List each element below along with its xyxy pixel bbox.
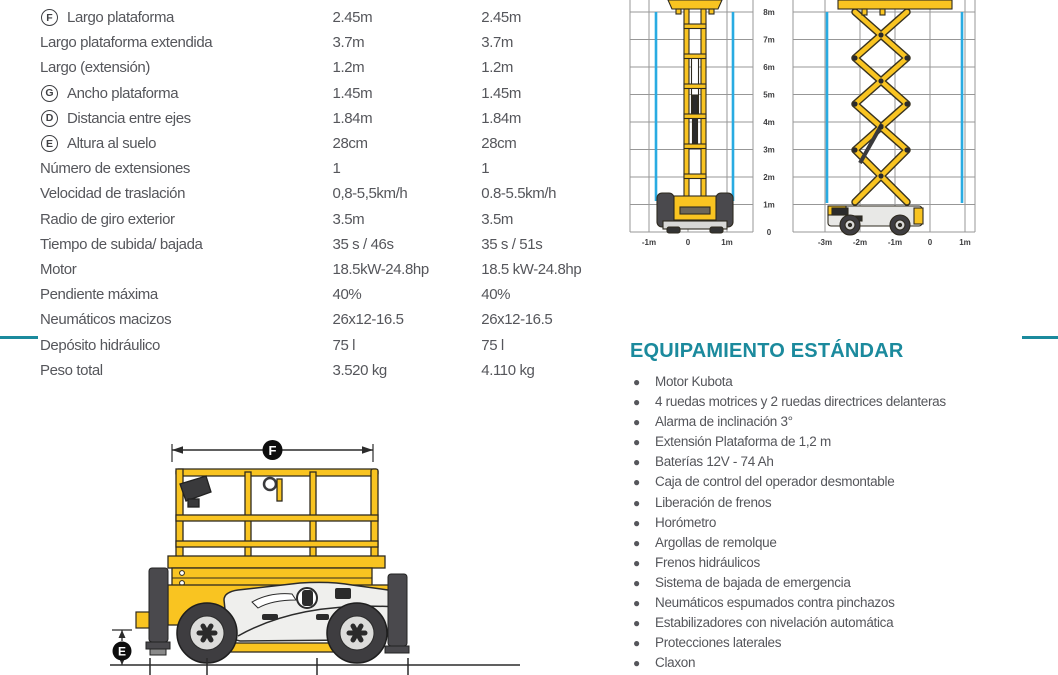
equipment-list	[630, 372, 1050, 673]
equipment-item	[630, 573, 1050, 593]
spec-row	[40, 181, 630, 206]
bullet-icon: ●	[633, 656, 640, 671]
spec-table	[40, 5, 630, 383]
dimension-e-letter: E	[117, 644, 127, 659]
spec-row	[40, 156, 630, 181]
spec-value-1: 1	[332, 160, 341, 178]
svg-text:1m: 1m	[721, 238, 733, 247]
dimension-e	[112, 630, 132, 665]
spec-value-2: 1	[481, 160, 490, 178]
bullet-icon: ●	[633, 475, 640, 490]
bullet-icon: ●	[633, 415, 640, 430]
bullet-icon: ●	[633, 455, 640, 470]
spec-row	[40, 358, 630, 383]
spec-value-1: 26x12-16.5	[332, 311, 404, 329]
spec-label: Ancho plataforma	[67, 84, 179, 102]
bullet-icon: ●	[633, 495, 640, 510]
spec-label: Altura al suelo	[67, 135, 157, 153]
svg-text:5m: 5m	[763, 90, 775, 100]
equipment-item	[630, 493, 1050, 513]
spec-value-2: 1.84m	[481, 109, 521, 127]
spec-value-2: 26x12-16.5	[481, 311, 553, 329]
spec-row	[40, 207, 630, 232]
spec-label: Largo plataforma extendida	[40, 34, 213, 52]
spec-row	[40, 307, 630, 332]
equipment-item	[630, 633, 1050, 653]
spec-row	[40, 5, 630, 30]
svg-text:2m: 2m	[763, 173, 775, 182]
equipment-item-label: Neumáticos espumados contra pinchazos	[655, 595, 895, 611]
bullet-icon: ●	[633, 515, 640, 530]
spec-value-2: 40%	[481, 286, 511, 304]
equipment-item	[630, 533, 1050, 553]
equipment-item-label: Argollas de remolque	[655, 534, 777, 550]
equipment-item-label: Protecciones laterales	[655, 635, 782, 651]
svg-text:-3m: -3m	[817, 238, 833, 247]
spec-value-2: 0.8-5.5km/h	[481, 185, 557, 203]
dimension-letter-badge: F	[41, 9, 58, 26]
spec-value-1: 1.84m	[332, 109, 373, 127]
bullet-icon: ●	[633, 596, 640, 611]
spec-value-2: 2.45m	[481, 9, 521, 27]
equipment-item-label: 4 ruedas motrices y 2 ruedas directrices delanteras	[655, 394, 946, 410]
svg-text:1m: 1m	[959, 238, 971, 247]
spec-value-2: 1.45m	[481, 84, 521, 102]
spec-value-1: 3.520 kg	[332, 361, 387, 379]
svg-text:-2m: -2m	[852, 238, 868, 247]
equipment-item	[630, 432, 1050, 452]
bullet-icon: ●	[633, 435, 640, 450]
spec-row	[40, 332, 630, 357]
svg-text:7m: 7m	[763, 35, 775, 45]
spec-row	[40, 282, 630, 307]
svg-text:0: 0	[766, 228, 772, 237]
dimension-f	[172, 440, 373, 462]
equipment-item-label: Motor Kubota	[655, 374, 733, 389]
equipment-item	[630, 472, 1050, 492]
equipment-item	[630, 553, 1050, 573]
svg-text:6m: 6m	[763, 63, 775, 72]
equipment-item-label: Alarma de inclinación 3°	[655, 414, 793, 430]
spec-label: Velocidad de traslación	[40, 185, 186, 203]
spec-value-1: 1.45m	[332, 84, 373, 102]
svg-text:-1m: -1m	[641, 238, 657, 247]
equipment-item	[630, 653, 1050, 673]
spec-value-2: 4.110 kg	[481, 361, 535, 379]
bullet-icon: ●	[633, 575, 640, 590]
equipment-section	[630, 340, 1050, 673]
equipment-item-label: Baterías 12V - 74 Ah	[655, 454, 774, 470]
spec-value-2: 1.2m	[481, 59, 513, 77]
spec-value-2: 28cm	[481, 135, 517, 153]
side-view-x-labels	[818, 238, 971, 247]
spec-row	[40, 55, 630, 80]
svg-text:1m: 1m	[763, 200, 775, 210]
spec-row	[40, 232, 630, 257]
spec-value-1: 3.7m	[332, 34, 365, 52]
equipment-item-label: Claxon	[655, 655, 696, 671]
working-envelope-diagrams	[620, 0, 1058, 252]
spec-value-1: 2.45m	[332, 9, 373, 27]
spec-row	[40, 106, 630, 131]
spec-label: Largo plataforma	[67, 9, 175, 27]
spec-label: Largo (extensión)	[40, 59, 150, 77]
equipment-title: EQUIPAMIENTO ESTÁNDAR	[630, 340, 904, 362]
spec-row	[40, 81, 630, 106]
spec-value-2: 18.5 kW-24.8hp	[481, 260, 582, 278]
equipment-item-label: Extensión Plataforma de 1,2 m	[655, 434, 831, 450]
equipment-item-label: Horómetro	[655, 514, 717, 530]
dimension-letter-badge: G	[41, 85, 58, 102]
spec-label: Depósito hidráulico	[40, 336, 160, 354]
dimension-letter-badge: D	[41, 110, 58, 127]
equipment-item-label: Sistema de bajada de emergencia	[655, 574, 851, 590]
spec-value-2: 75 l	[481, 336, 504, 354]
equipment-item	[630, 372, 1050, 392]
spec-value-1: 0,8-5,5km/h	[332, 185, 408, 203]
spec-row	[40, 257, 630, 282]
spec-value-1: 3.5m	[332, 210, 365, 228]
platform-guardrails	[168, 469, 385, 568]
spec-value-1: 18.5kW-24.8hp	[332, 260, 429, 278]
svg-text:8m: 8m	[763, 8, 775, 17]
bullet-icon: ●	[633, 375, 640, 389]
spec-label: Radio de giro exterior	[40, 210, 175, 228]
spec-value-1: 1.2m	[332, 59, 365, 77]
equipment-item	[630, 412, 1050, 432]
svg-text:4m: 4m	[763, 118, 775, 127]
accent-rule-left	[0, 336, 38, 339]
equipment-item-label: Estabilizadores con nivelación automática	[655, 615, 894, 631]
svg-text:-1m: -1m	[887, 238, 903, 247]
equipment-item-label: Frenos hidráulicos	[655, 554, 760, 570]
spec-value-1: 28cm	[332, 135, 368, 153]
front-view-machine	[657, 0, 733, 233]
spec-row	[40, 131, 630, 156]
spec-label: Motor	[40, 260, 77, 278]
spec-value-1: 40%	[332, 286, 362, 304]
spec-value-1: 35 s / 46s	[332, 235, 394, 253]
svg-text:0: 0	[685, 238, 691, 247]
spec-value-1: 75 l	[332, 336, 356, 354]
svg-text:3m: 3m	[763, 145, 775, 155]
equipment-item	[630, 613, 1050, 633]
spec-value-2: 3.5m	[481, 210, 513, 228]
side-view-machine	[828, 0, 952, 235]
accent-rule-right	[1022, 336, 1058, 339]
spec-label: Pendiente máxima	[40, 286, 158, 304]
ground-dimension-lines	[110, 658, 520, 675]
spec-label: Tiempo de subida/ bajada	[40, 235, 203, 253]
spec-label: Neumáticos macizos	[40, 311, 172, 329]
spec-label: Peso total	[40, 361, 103, 379]
spec-value-2: 35 s / 51s	[481, 235, 543, 253]
dimension-f-letter: F	[268, 442, 277, 458]
spec-label: Distancia entre ejes	[67, 109, 191, 127]
front-view-x-labels	[642, 238, 733, 247]
equipment-item	[630, 513, 1050, 533]
equipment-item	[630, 452, 1050, 472]
equipment-item	[630, 593, 1050, 613]
bullet-icon: ●	[633, 616, 640, 631]
bullet-icon: ●	[633, 395, 640, 410]
dimension-letter-badge: E	[41, 135, 58, 152]
spec-row	[40, 30, 630, 55]
bullet-icon: ●	[633, 636, 640, 651]
bullet-icon: ●	[633, 555, 640, 570]
spec-value-2: 3.7m	[481, 34, 513, 52]
equipment-item	[630, 392, 1050, 412]
y-axis-labels	[763, 8, 775, 237]
machine-drawing	[95, 425, 525, 675]
svg-text:0: 0	[927, 238, 933, 247]
equipment-item-label: Liberación de frenos	[655, 494, 772, 510]
equipment-item-label: Caja de control del operador desmontable	[655, 474, 895, 490]
spec-label: Número de extensiones	[40, 160, 191, 178]
bullet-icon: ●	[633, 535, 640, 550]
